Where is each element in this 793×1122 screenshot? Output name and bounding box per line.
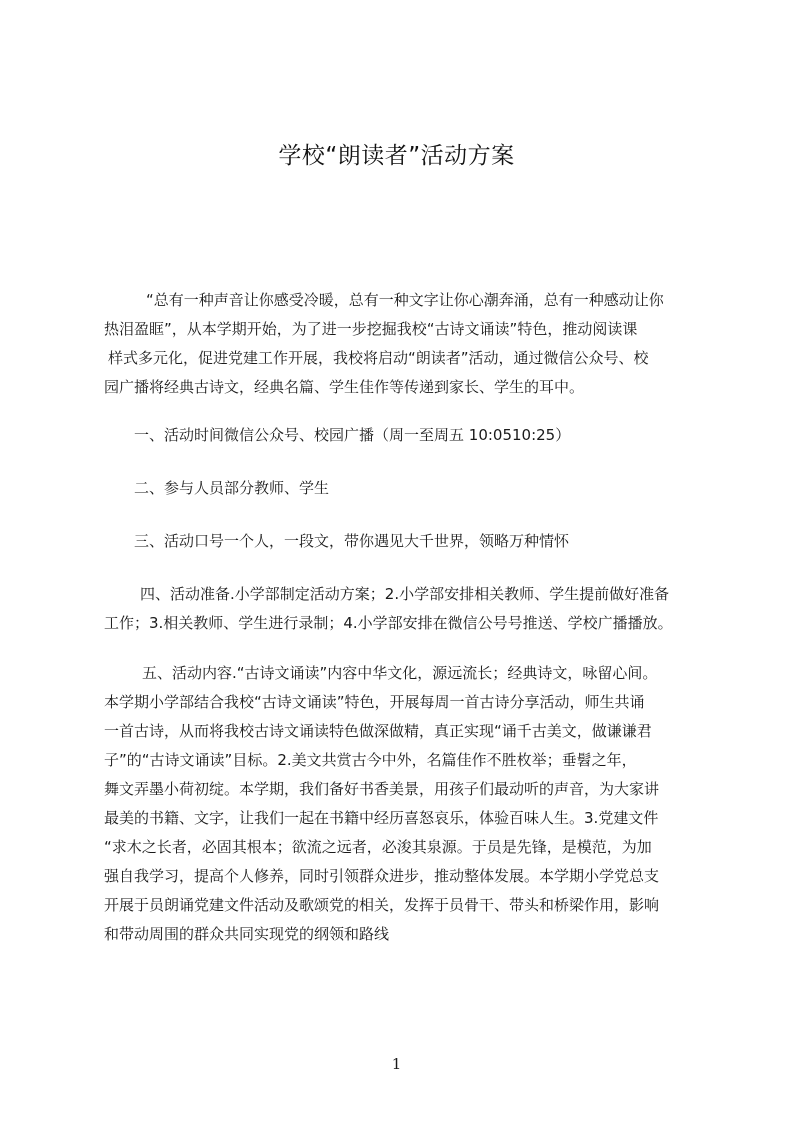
text-line: 最美的书籍、文字，让我们一起在书籍中经历喜怒哀乐，体验百味人生。3.党建文件 xyxy=(104,809,659,827)
document-title: 学校“朗读者”活动方案 xyxy=(278,143,515,169)
section-5-content xyxy=(104,659,704,949)
section-2-participants xyxy=(104,474,704,503)
text-line: 一首古诗，从而将我校古诗文诵读特色做深做精，真正实现“诵千古美文，做谦谦君 xyxy=(104,722,652,740)
section-4-preparation xyxy=(104,580,704,638)
text-line: 五、活动内容.“古诗文诵读”内容中华文化，源远流长；经典诗文，咏留心间。 xyxy=(142,664,658,682)
text-line: 开展于员朗诵党建文件活动及歌颂党的相关，发挥于员骨干、带头和桥梁作用，影响 xyxy=(104,896,660,914)
text-line: “总有一种声音让你感受冷暖，总有一种文字让你心潮奔涌，总有一种感动让你 xyxy=(146,291,664,309)
text-line: 和带动周围的群众共同实现党的纲领和路线 xyxy=(104,925,390,943)
section-3-slogan xyxy=(104,527,704,556)
text-line: 强自我学习，提高个人修养，同时引领群众进步，推动整体发展。本学期小学党总支 xyxy=(104,867,660,885)
text-line: 二、参与人员部分教师、学生 xyxy=(134,479,330,497)
text-line: 子”的“古诗文诵读”目标。2.美文共赏古今中外，名篇佳作不胜枚举；垂髫之年， xyxy=(104,751,637,769)
text-line: 四、活动准备.小学部制定活动方案；2.小学部安排相关教师、学生提前做好准备 xyxy=(140,585,670,603)
intro-paragraph xyxy=(104,286,704,402)
text-line: 一、活动时间微信公众号、校园广播（周一至周五 10:0510:25） xyxy=(134,426,571,444)
text-line: 园广播将经典古诗文，经典名篇、学生佳作等传递到家长、学生的耳中。 xyxy=(104,378,585,396)
section-1-time xyxy=(104,421,704,450)
text-line: 样式多元化，促进党建工作开展，我校将启动“朗读者”活动，通过微信公众号、校 xyxy=(108,349,649,367)
text-line: 热泪盈眶”，从本学期开始，为了进一步挖掘我校“古诗文诵读”特色，推动阅读课 xyxy=(104,320,638,338)
text-line: 本学期小学部结合我校“古诗文诵读”特色，开展每周一首古诗分享活动，师生共诵 xyxy=(104,693,645,711)
text-line: “求木之长者，必固其根本；欲流之远者，必浚其泉源。于员是先锋，是模范，为加 xyxy=(104,838,652,856)
text-line: 工作；3.相关教师、学生进行录制；4.小学部安排在微信公号号推送、学校广播播放。 xyxy=(104,614,673,632)
text-line: 舞文弄墨小荷初绽。本学期，我们备好书香美景，用孩子们最动听的声音，为大家讲 xyxy=(104,780,660,798)
text-line: 三、活动口号一个人，一段文，带你遇见大千世界，领略万种情怀 xyxy=(134,532,570,550)
page-number: 1 xyxy=(391,1055,402,1073)
